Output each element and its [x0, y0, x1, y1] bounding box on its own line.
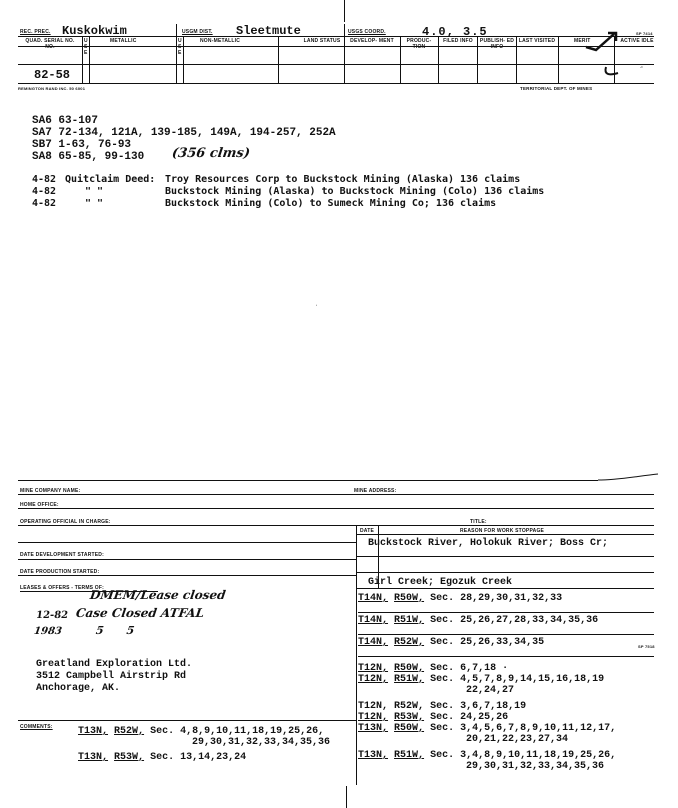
deed-row: 4-82 Quitclaim Deed: Troy Resources Corp to Buckstock Mining (Alaska) 136 claims — [32, 174, 521, 185]
title-label: TITLE: — [470, 519, 487, 525]
lower-rule-3 — [18, 525, 654, 526]
creek-rule-3 — [356, 588, 654, 589]
handwritten-date-2: 1983 — [33, 626, 63, 637]
development-label: DEVELOP- MENT — [350, 38, 394, 44]
comment-row: T13N, R52W, Sec. 4,8,9,10,11,18,19,25,26, — [78, 726, 325, 737]
section-row: T12N, R50W, Sec. 6,7,18 · — [358, 663, 509, 674]
comment-row: T13N, R53W, Sec. 13,14,23,24 — [78, 752, 247, 763]
lower-rule-2 — [18, 508, 654, 509]
creek-rule-1 — [356, 556, 654, 557]
stoppage-date-sep — [378, 525, 379, 534]
merit-check-mark — [584, 31, 620, 53]
leases-label: LEASES & OFFERS - TERMS OF: — [20, 585, 105, 591]
rec-prec-value: Kuskokwim — [62, 24, 127, 38]
claims-handwritten-note: (356 clms) — [170, 146, 251, 161]
stoppage-header-rule — [356, 534, 654, 535]
col-sep-develop — [400, 36, 401, 83]
reference-line: SA8 65-85, 99-130 — [32, 151, 145, 163]
col-sep-filed — [477, 36, 478, 83]
bottom-divider — [346, 786, 347, 808]
company-name: Greatland Exploration Ltd. — [36, 659, 193, 670]
form-number: SP 7414 — [636, 31, 653, 36]
operating-official-label: OPERATING OFFICIAL IN CHARGE: — [20, 519, 111, 525]
col-sep-land — [344, 36, 345, 83]
col-sep-nonmetallic — [278, 36, 279, 83]
active-hand-mark — [600, 64, 624, 78]
section-row: T12N, R51W, Sec. 4,5,7,8,9,14,15,16,18,19 — [358, 674, 605, 685]
handwritten-date-1: 12-82 — [35, 610, 69, 621]
section-row: T14N, R50W, Sec. 28,29,30,31,32,33 — [358, 593, 654, 613]
col-sep-serial — [82, 36, 83, 83]
dev-started-label: DATE DEVELOPMENT STARTED: — [20, 552, 104, 558]
handwritten-lease-closed: DMEM/Lease closed — [89, 588, 227, 602]
last-visited-label: LAST VISITED — [518, 38, 556, 44]
rec-prec-label: REC. PREC. — [20, 29, 51, 35]
form-number-2: SP 7518 — [638, 644, 655, 649]
nonmetallic-label: NON-METALLIC — [200, 38, 241, 44]
production-label: PRODUC- TION — [406, 38, 432, 50]
lower-corner-curve — [598, 472, 660, 486]
filed-info-label: FILED INFO — [443, 38, 473, 44]
comments-sections — [78, 726, 330, 763]
quad-serial-label: QUAD. SERIAL NO. NO. — [25, 38, 75, 50]
speck: • — [316, 303, 318, 307]
section-row: T14N, R52W, Sec. 25,26,33,34,35 — [358, 635, 654, 657]
section-row-cont: 29,30,31,32,33,34,35,36 — [466, 761, 605, 772]
col-sep-metallic — [176, 36, 177, 83]
company-address — [36, 659, 192, 695]
deed-list — [32, 174, 544, 210]
creek-line: Buckstock River, Holokuk River; Boss Cr; — [368, 538, 609, 549]
section-row: T14N, R51W, Sec. 25,26,27,28,33,34,35,36 — [358, 613, 654, 635]
lower-center-divider — [356, 525, 357, 785]
reference-line: SB7 1-63, 76-93 — [32, 139, 132, 151]
use-code-1: U S E — [84, 38, 88, 56]
date-col-label: DATE — [360, 528, 375, 534]
section-row: T12N, R52W, Sec. 3,6,7,18,19 — [358, 701, 527, 712]
lower-top-rule — [18, 480, 598, 481]
creek-list — [368, 538, 608, 550]
usgm-dist-value: Sleetmute — [236, 24, 301, 38]
section-row: T12N, R53W, Sec. 24,25,26 — [358, 712, 509, 723]
company-street: 3512 Campbell Airstrip Rd — [36, 671, 187, 682]
land-status-label: LAND STATUS — [303, 38, 341, 44]
top-divider — [344, 0, 345, 22]
col-sep-visited — [558, 36, 559, 83]
deed-row: 4-82 " " Buckstock Mining (Colo) to Sumeck Mining Co; 136 claims — [32, 198, 497, 209]
left-rule-dev — [18, 542, 356, 543]
handwritten-marks: 5 5 — [95, 624, 136, 637]
active-tick: .• — [640, 64, 643, 69]
use-code-2: U S E — [178, 38, 182, 56]
section-list — [358, 593, 654, 772]
left-rule-prod — [18, 559, 356, 560]
comment-row-cont: 29,30,31,32,33,34,35,36 — [192, 737, 331, 748]
usgm-dist-label: USGM DIST. — [182, 29, 213, 35]
company-city: Anchorage, AK. — [36, 683, 121, 694]
section-row: T13N, R51W, Sec. 3,4,8,9,10,11,18,19,25,26, — [358, 750, 617, 761]
home-office-label: HOME OFFICE: — [20, 502, 59, 508]
col-sep-publish — [516, 36, 517, 83]
reference-line: SA6 63-107 — [32, 115, 99, 127]
section-row: T13N, R50W, Sec. 3,4,5,6,7,8,9,10,11,12,17, — [358, 723, 617, 734]
creek-line: Girl Creek; Egozuk Creek — [368, 577, 513, 588]
active-idle-label: ACTIVE IDLE — [620, 38, 654, 44]
usgs-coord-value: 4.0, 3.5 — [422, 25, 488, 39]
lower-rule-1 — [18, 494, 654, 495]
header-rule-4 — [18, 83, 654, 84]
section-row-cont: 20,21,22,23,27,34 — [466, 734, 569, 745]
territorial-dept: TERRITORIAL DEPT. OF MINES — [520, 86, 593, 91]
mine-address-label: MINE ADDRESS: — [354, 488, 397, 494]
section-row-cont: 22,24,27 — [466, 685, 515, 696]
merit-label: MERIT — [574, 38, 591, 44]
creek-rule-2 — [356, 572, 654, 573]
deed-row: 4-82 " " Buckstock Mining (Alaska) to Buckstock Mining (Colo) 136 claims — [32, 186, 545, 197]
prod-started-label: DATE PRODUCTION STARTED: — [20, 569, 100, 575]
handwritten-case-closed: Case Closed ATFAL — [75, 606, 206, 620]
reference-line: SA7 72-134, 121A, 139-185, 149A, 194-257, 252A — [32, 127, 336, 139]
col-sep-product — [438, 36, 439, 83]
comments-label: COMMENTS: — [20, 724, 53, 730]
col-sep-u2 — [183, 36, 184, 83]
mine-company-label: MINE COMPANY NAME: — [20, 488, 81, 494]
metallic-label: METALLIC — [110, 38, 137, 44]
printer-line: REMINGTON RAND INC. 50 6001 — [18, 86, 86, 91]
col-sep-u1 — [89, 36, 90, 83]
left-rule-leases — [18, 575, 356, 576]
published-info-label: PUBLISH- ED INFO — [479, 38, 515, 50]
quad-number: 82-58 — [34, 68, 71, 82]
reason-col-label: REASON FOR WORK STOPPAGE — [460, 528, 545, 534]
comments-rule — [18, 720, 356, 721]
usgs-coord-label: USGS COORD. — [348, 29, 386, 35]
